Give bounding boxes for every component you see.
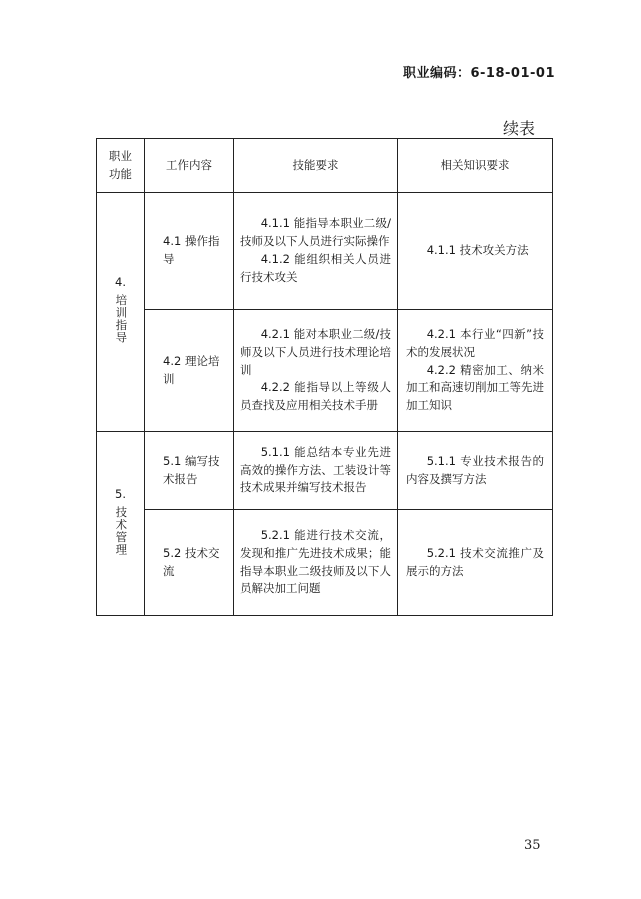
table-header-row bbox=[97, 139, 553, 193]
work-content-cell: 5.1 编写技术报告 bbox=[145, 432, 234, 510]
work-content-cell: 5.2 技术交流 bbox=[145, 510, 234, 616]
skill-item: 4.1.2 能组织相关人员进行技术攻关 bbox=[240, 252, 391, 284]
table-row bbox=[97, 310, 553, 432]
skill-item: 5.2.1 能进行技术交流，发现和推广先进技术成果；能指导本职业二级技师及以下人员解决加工问题 bbox=[240, 527, 391, 596]
knowledge-cell bbox=[398, 432, 553, 510]
knowledge-item: 4.2.1 本行业“四新”技术的发展状况 bbox=[406, 326, 544, 359]
function-name: 培训指导 bbox=[114, 294, 129, 344]
knowledge-item: 4.2.2 精密加工、纳米加工和高速切削加工等先进加工知识 bbox=[406, 362, 544, 413]
skill-item: 4.1.1 能指导本职业二级/技师及以下人员进行实际操作 bbox=[240, 216, 391, 249]
function-number: 4. bbox=[115, 275, 126, 290]
function-name: 技术管理 bbox=[114, 505, 129, 556]
skill-item: 4.2.2 能指导以上等级人员查找及应用相关技术手册 bbox=[240, 380, 391, 413]
knowledge-item: 5.2.1 技术交流推广及展示的方法 bbox=[406, 545, 544, 578]
table-row bbox=[97, 510, 553, 616]
skill-cell bbox=[234, 193, 398, 310]
knowledge-cell bbox=[398, 193, 553, 310]
header-knowledge-requirements: 相关知识要求 bbox=[398, 139, 553, 193]
continued-label: 续表 bbox=[503, 119, 536, 138]
skill-cell bbox=[234, 510, 398, 616]
knowledge-cell bbox=[398, 310, 553, 432]
header-work-content: 工作内容 bbox=[145, 139, 234, 193]
function-cell-training bbox=[97, 193, 145, 432]
work-content-cell: 4.2 理论培训 bbox=[145, 310, 234, 432]
skill-cell bbox=[234, 310, 398, 432]
knowledge-item: 5.1.1 专业技术报告的内容及撰写方法 bbox=[406, 453, 544, 486]
knowledge-item: 4.1.1 技术攻关方法 bbox=[426, 243, 529, 258]
knowledge-cell bbox=[398, 510, 553, 616]
work-content-cell: 4.1 操作指导 bbox=[145, 193, 234, 310]
header-function: 职业 功能 bbox=[97, 139, 145, 193]
page-number: 35 bbox=[524, 838, 541, 853]
function-number: 5. bbox=[115, 486, 126, 501]
skills-table bbox=[96, 138, 553, 616]
skill-item: 4.2.1 能对本职业二级/技师及以下人员进行技术理论培训 bbox=[240, 326, 391, 377]
table-row bbox=[97, 432, 553, 510]
occupation-code: 职业编码：6-18-01-01 bbox=[402, 66, 555, 81]
table-row bbox=[97, 193, 553, 310]
header-skill-requirements: 技能要求 bbox=[234, 139, 398, 193]
function-cell-management bbox=[97, 432, 145, 616]
skill-item: 5.1.1 能总结本专业先进高效的操作方法、工装设计等技术成果并编写技术报告 bbox=[240, 444, 391, 495]
skill-cell bbox=[234, 432, 398, 510]
